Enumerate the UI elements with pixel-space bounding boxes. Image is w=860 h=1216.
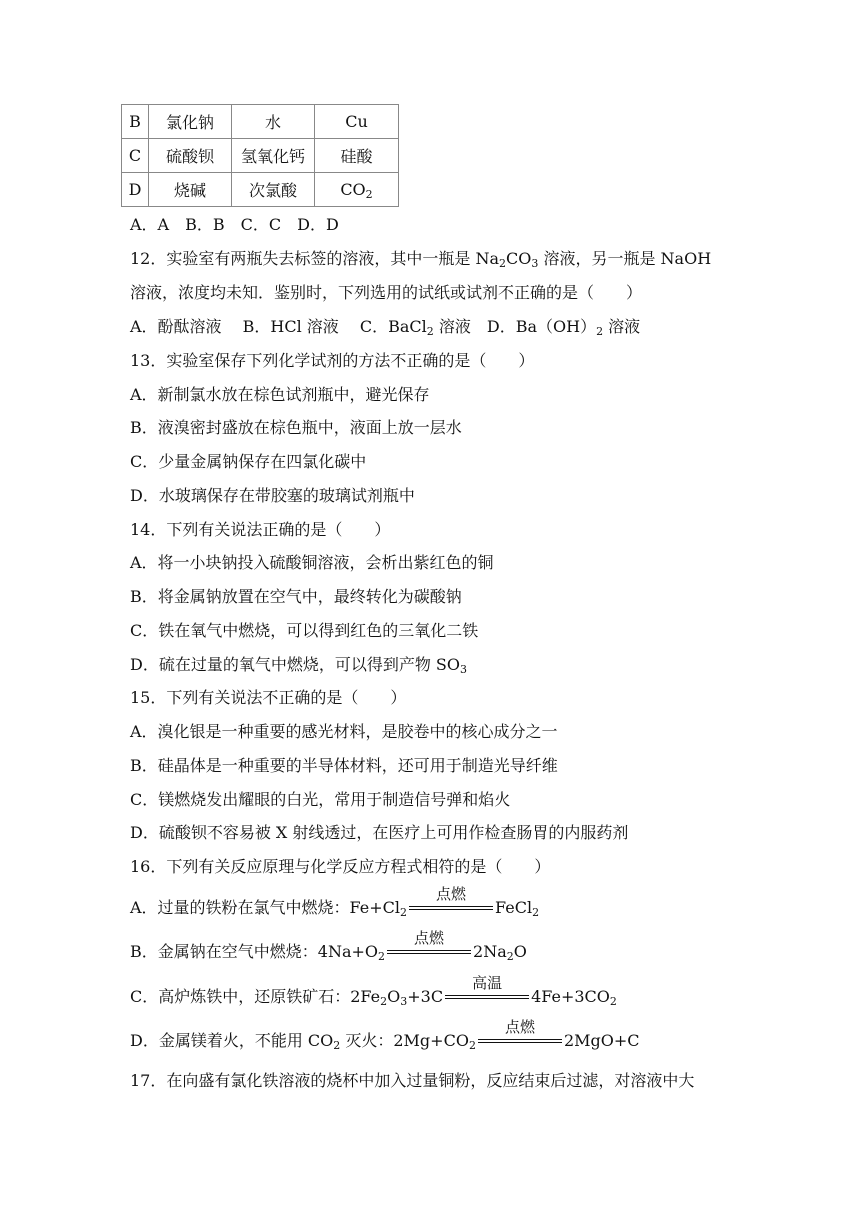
reaction-arrow: 高温 (443, 987, 531, 1007)
table-cell: B (122, 105, 149, 139)
q12-options: A．酚酞溶液 B．HCl 溶液 C．BaCl$_2$ 溶液 D．$Ba(OH)_2$ 溶液 (130, 317, 641, 338)
q15-option-d: D．硫酸钡不容易被 X 射线透过，在医疗上可用作检查肠胃的内服药剂 (130, 823, 629, 842)
table-cell: C (122, 139, 149, 173)
table-row (122, 173, 399, 207)
q13-option-d: D．水玻璃保存在带胶塞的玻璃试剂瓶中 (130, 486, 415, 505)
q16-option-c: C．高炉炼铁中，还原铁矿石：$2Fe_2O_3+3C$ 高温 $4Fe+3CO_2$ (130, 974, 617, 1008)
q13-option-c: C．少量金属钠保存在四氯化碳中 (130, 452, 367, 471)
q13-option-a: A．新制氯水放在棕色试剂瓶中，避光保存 (130, 385, 430, 404)
q15-option-c: C．镁燃烧发出耀眼的白光，常用于制造信号弹和焰火 (130, 790, 511, 809)
q15-stem: 15．下列有关说法不正确的是（ ） (130, 688, 407, 707)
table-row (122, 105, 399, 139)
q14-option-d: D．硫在过量的氧气中燃烧，可以得到产物 $SO_3$ (130, 655, 467, 676)
table-row (122, 139, 399, 173)
table-cell: 氢氧化钙 (232, 139, 315, 173)
q17-stem: 17．在向盛有氯化铁溶液的烧杯中加入过量铜粉，反应结束后过滤，对溶液中大 (130, 1071, 695, 1090)
q15-option-b: B．硅晶体是一种重要的半导体材料，还可用于制造光导纤维 (130, 756, 558, 775)
table-cell: Cu (315, 105, 399, 139)
q12-stem-line1: 12．实验室有两瓶失去标签的溶液，其中一瓶是 $Na_2CO_3$ 溶液，另一瓶是 NaOH (130, 249, 712, 270)
reaction-arrow: 点燃 (407, 898, 495, 918)
reaction-arrow: 点燃 (385, 942, 473, 962)
table-cell-co2: $CO_2$ (315, 173, 399, 207)
q14-option-b: B．将金属钠放置在空气中，最终转化为碳酸钠 (130, 587, 462, 606)
table-cell: 氯化钠 (149, 105, 232, 139)
table-cell: 烧碱 (149, 173, 232, 207)
q12-stem-line2: 溶液，浓度均未知．鉴别时，下列选用的试纸或试剂不正确的是（ ） (130, 283, 643, 302)
q13-stem: 13．实验室保存下列化学试剂的方法不正确的是（ ） (130, 351, 535, 370)
q16-option-d: D．金属镁着火，不能用 $CO_2$ 灭火：$2Mg+CO_2$ 点燃 2MgO+C (130, 1018, 640, 1052)
q14-stem: 14．下列有关说法正确的是（ ） (130, 520, 391, 539)
table-cell: 硅酸 (315, 139, 399, 173)
q14-option-a: A．将一小块钠投入硫酸铜溶液，会析出紫红色的铜 (130, 553, 494, 572)
options-table (121, 104, 399, 207)
reaction-arrow: 点燃 (476, 1031, 564, 1051)
table-cell: 水 (232, 105, 315, 139)
q16-option-a: A．过量的铁粉在氯气中燃烧：$Fe+Cl_2$ 点燃 FeCl$_2$ (130, 885, 540, 919)
q14-option-c: C．铁在氧气中燃烧，可以得到红色的三氧化二铁 (130, 621, 479, 640)
q15-option-a: A．溴化银是一种重要的感光材料，是胶卷中的核心成分之一 (130, 722, 558, 741)
table-cell: 次氯酸 (232, 173, 315, 207)
q11-options: A．A B．B C．C D．D (130, 215, 339, 234)
table-cell: 硫酸钡 (149, 139, 232, 173)
q16-stem: 16．下列有关反应原理与化学反应方程式相符的是（ ） (130, 857, 551, 876)
q13-option-b: B．液溴密封盛放在棕色瓶中，液面上放一层水 (130, 418, 462, 437)
table-cell: D (122, 173, 149, 207)
q16-option-b: B．金属钠在空气中燃烧：$4Na+O_2$ 点燃 $2Na_2O$ (130, 929, 527, 963)
